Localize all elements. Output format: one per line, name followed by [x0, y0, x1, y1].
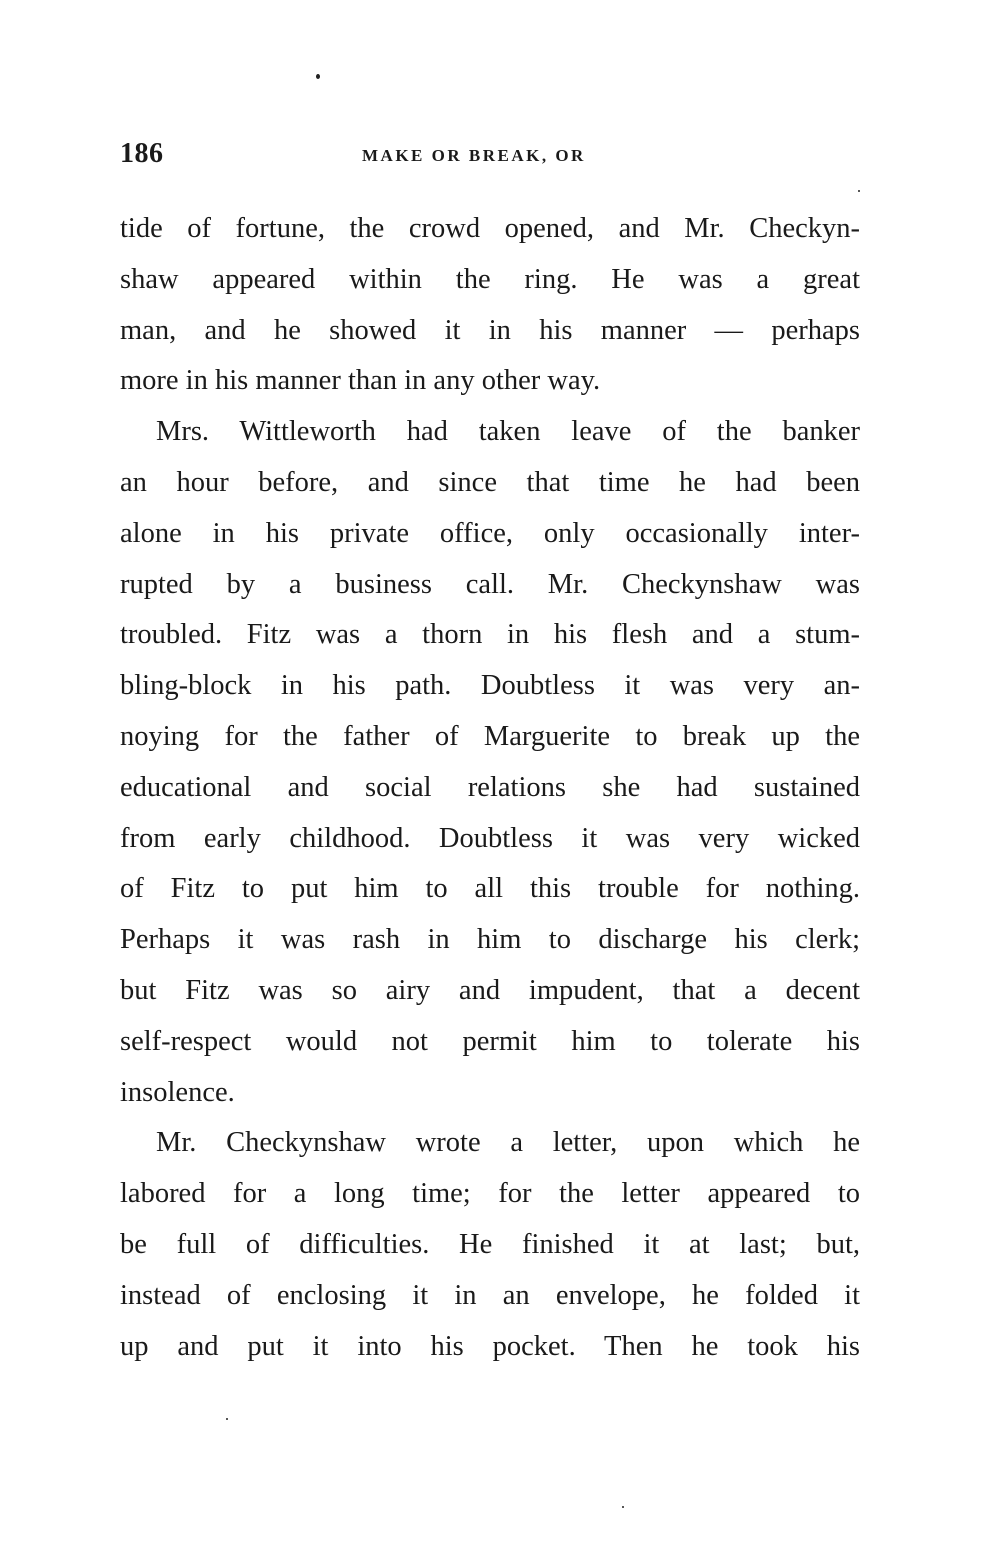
text-line: noying for the father of Marguerite to break up the — [120, 720, 860, 752]
text-line: Perhaps it was rash in him to discharge his clerk; — [120, 924, 860, 956]
text-line: rupted by a business call. Mr. Checkynshaw was — [120, 568, 860, 600]
text-line: be full of difficulties. He finished it at last; but, — [120, 1228, 860, 1260]
text-line: up and put it into his pocket. Then he took his — [120, 1330, 860, 1362]
text-line: educational and social relations she had sustained — [120, 771, 860, 803]
text-line: tide of fortune, the crowd opened, and Mr. Checkyn- — [120, 213, 860, 244]
text-line: self-respect would not permit him to tolerate his — [120, 1025, 860, 1057]
paragraph — [120, 204, 860, 407]
page-number: 186 — [120, 138, 164, 169]
text-line: more in his manner than in any other way. — [120, 365, 601, 397]
text-line: but Fitz was so airy and impudent, that a decent — [120, 974, 860, 1006]
text-line: Mr. Checkynshaw wrote a letter, upon which he — [156, 1127, 860, 1159]
ink-speck — [858, 190, 860, 192]
ink-speck — [316, 74, 320, 79]
text-line: bling-block in his path. Doubtless it was very an- — [120, 670, 860, 702]
text-line: labored for a long time; for the letter appeared to — [120, 1178, 860, 1210]
body-text — [120, 204, 860, 1372]
text-line: insolence. — [120, 1076, 235, 1108]
paragraph — [120, 407, 860, 1118]
paragraph — [120, 1118, 860, 1372]
ink-speck — [622, 1506, 624, 1508]
text-line: shaw appeared within the ring. He was a great — [120, 263, 860, 295]
text-line: man, and he showed it in his manner — perhaps — [120, 314, 860, 346]
text-line: of Fitz to put him to all this trouble for nothing. — [120, 873, 860, 905]
text-line: troubled. Fitz was a thorn in his flesh and a stum- — [120, 619, 860, 651]
text-line: from early childhood. Doubtless it was very wicked — [120, 822, 860, 854]
text-line: Mrs. Wittleworth had taken leave of the banker — [156, 416, 860, 448]
text-line: instead of enclosing it in an envelope, he folded it — [120, 1279, 860, 1311]
text-line: alone in his private office, only occasionally inter- — [120, 517, 860, 549]
ink-speck — [226, 1418, 228, 1420]
running-head: MAKE OR BREAK, OR — [362, 146, 586, 165]
page-header — [120, 138, 860, 178]
text-line: an hour before, and since that time he had been — [120, 466, 860, 498]
